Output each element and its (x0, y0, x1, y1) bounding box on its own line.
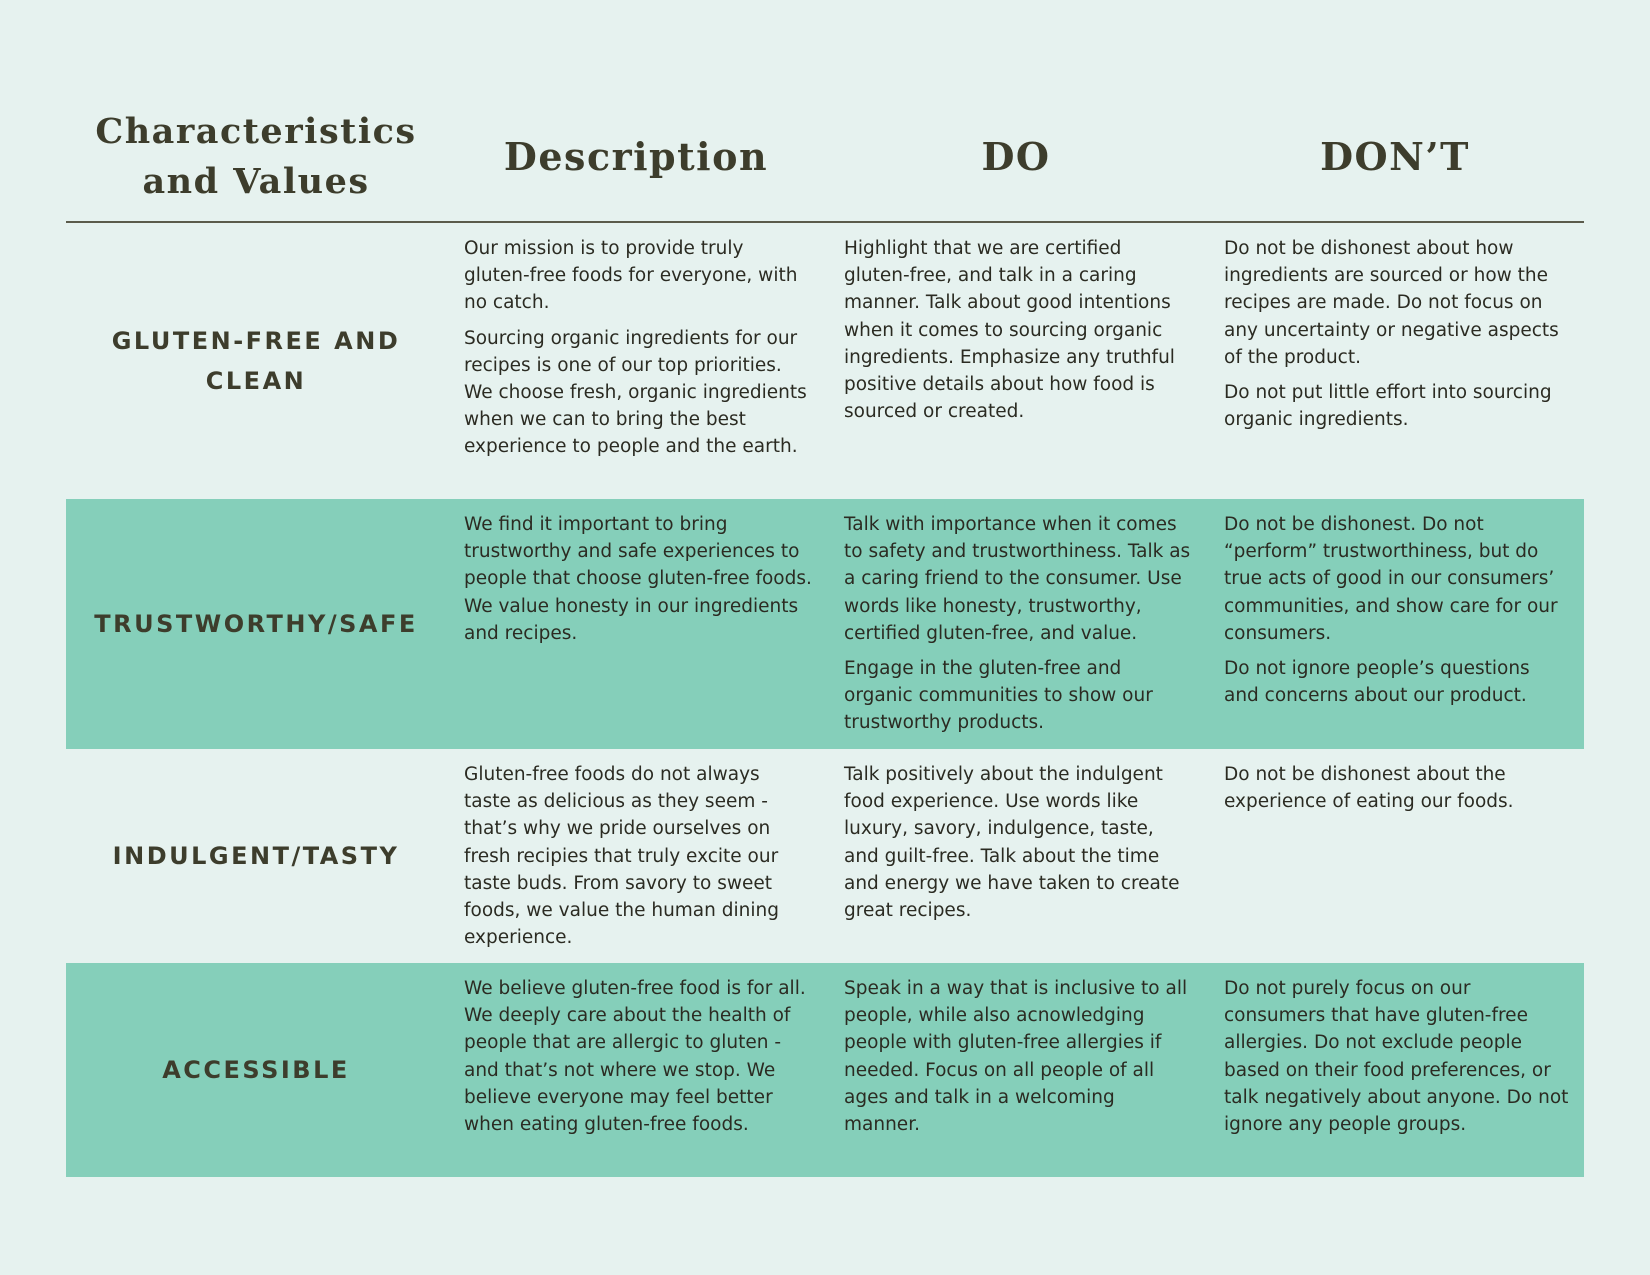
description-cell (446, 223, 826, 499)
header-dont: DON’T (1320, 134, 1470, 179)
cell-text: Do not be dishonest about the experience of eating our foods. (1224, 764, 1514, 813)
cell-text: Do not ignore people’s questions and concerns about our product. (1224, 658, 1530, 707)
dont-cell (1206, 963, 1584, 1177)
do-cell (826, 749, 1206, 963)
cell-text: We find it important to bring trustworthy and safe experiences to people that choose gluten-free foods. We value honesty in our ingredients and recipes. (464, 514, 812, 644)
cell-text: Talk positively about the indulgent food experience. Use words like luxury, savory, indulgence, taste, and guilt-free. Talk about the time and energy we have taken to create great recipes. (844, 764, 1180, 922)
do-cell (826, 223, 1206, 499)
do-cell (826, 963, 1206, 1177)
cell-text: Do not purely focus on our consumers that have gluten-free allergies. Do not exclude people based on their food preferences, or talk negatively about anyone. Do not ignore any people groups. (1224, 978, 1569, 1136)
cell-text: Do not put little effort into sourcing organic ingredients. (1224, 382, 1552, 431)
cell-text: Talk with importance when it comes to safety and trustworthiness. Talk as a caring friend to the consumer. Use words like honesty, trustworthy, certified gluten-free, and value. (844, 514, 1191, 644)
header-characteristics: Characteristics and Values (95, 110, 417, 202)
row-label: TRUSTWORTHY/SAFE (94, 610, 418, 638)
values-table (66, 92, 1584, 1177)
description-cell (446, 963, 826, 1177)
header-do: DO (981, 134, 1051, 179)
description-cell (446, 749, 826, 963)
cell-text: We believe gluten-free food is for all. We deeply care about the health of people that are allergic to gluten - and that’s not where we stop. We believe everyone may feel better when eating gluten-free foods. (464, 978, 806, 1136)
row-label: GLUTEN-FREE AND CLEAN (111, 327, 401, 395)
row-label: ACCESSIBLE (162, 1056, 350, 1084)
cell-text: Speak in a way that is inclusive to all people, while also acnowledging people with gluten-free allergies if needed. Focus on all people of all ages and talk in a welcoming manner. (844, 978, 1188, 1136)
dont-cell (1206, 749, 1584, 963)
cell-text: Do not be dishonest. Do not “perform” trustworthiness, but do true acts of good in our consumers’ communities, and show care for our consumers. (1224, 514, 1558, 644)
cell-text: Our mission is to provide truly gluten-free foods for everyone, with no catch. (464, 238, 798, 314)
dont-cell (1206, 499, 1584, 749)
dont-cell (1206, 223, 1584, 499)
cell-text: Do not be dishonest about how ingredients are sourced or how the recipes are made. Do not focus on any uncertainty or negative aspects of the product. (1224, 238, 1559, 368)
table-row (66, 223, 1584, 499)
do-cell (826, 499, 1206, 749)
description-cell (446, 499, 826, 749)
cell-text: Gluten-free foods do not always taste as delicious as they seem - that’s why we pride ourselves on fresh recipies that truly excite our taste buds. From savory to sweet foods, we value the human dining experience. (464, 764, 779, 949)
table-row (66, 963, 1584, 1177)
row-label: INDULGENT/TASTY (112, 842, 400, 870)
table-row (66, 749, 1584, 963)
header-description: Description (503, 134, 769, 179)
table-header (66, 92, 1584, 223)
cell-text: Highlight that we are certified gluten-free, and talk in a caring manner. Talk about good intentions when it comes to sourcing organic ingredients. Emphasize any truthful positive details about how food is sourced or created. (844, 238, 1175, 423)
table-row (66, 499, 1584, 749)
cell-text: Sourcing organic ingredients for our recipes is one of our top priorities. We choose fresh, organic ingredients when we can to bring the best experience to people and the earth. (464, 327, 807, 458)
cell-text: Engage in the gluten-free and organic communities to show our trustworthy products. (844, 658, 1153, 734)
